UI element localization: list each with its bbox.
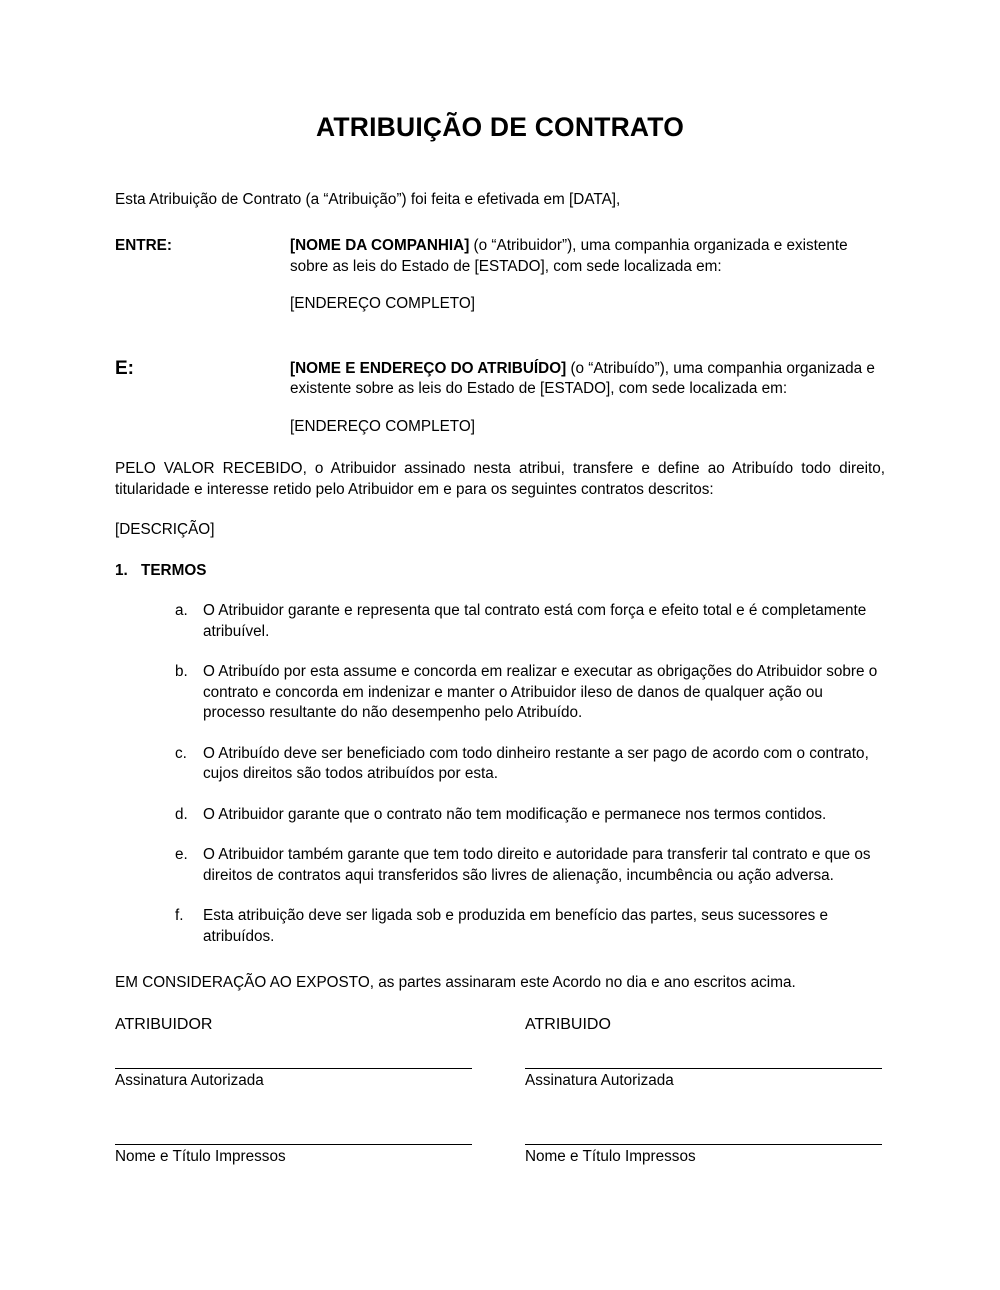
printed-name-caption-left: Nome e Título Impressos [115, 1148, 286, 1166]
party-row-assignee [115, 359, 885, 400]
party-description-assignee: (o “Atribuído”), uma companhia organizada e existente sobre as leis do Estado de [ESTADO], com sede localizada em: [290, 359, 875, 398]
printed-name-caption-right: Nome e Título Impressos [525, 1148, 696, 1166]
section-number: 1. [115, 561, 128, 579]
signature-line-row-1 [115, 1068, 885, 1092]
party-description-assignor: (o “Atribuidor”), uma companhia organizada e existente sobre as leis do Estado de [ESTADO], com sede localizada em: [290, 237, 848, 275]
section-title: TERMOS [141, 561, 207, 579]
list-item-text: O Atribuído deve ser beneficiado com todo dinheiro restante a ser pago de acordo com o contrato, cujos direitos são todos atribuídos por esta. [203, 744, 869, 783]
list-item [175, 805, 885, 826]
document-body [115, 0, 885, 1168]
party-body-assignor [290, 236, 885, 277]
signature-caption-left: Assinatura Autorizada [115, 1071, 264, 1089]
list-item [175, 906, 885, 947]
section-heading-termos [115, 561, 885, 582]
intro-paragraph: Esta Atribuição de Contrato (a “Atribuição”) foi feita e efetivada em [DATA], [115, 190, 621, 208]
signature-heading-left: ATRIBUIDOR [115, 1015, 213, 1033]
list-item-marker: b. [175, 663, 188, 681]
list-item-marker: a. [175, 602, 188, 620]
closing-paragraph: EM CONSIDERAÇÃO AO EXPOSTO, as partes assinaram este Acordo no dia e ano escritos acima. [115, 974, 796, 992]
list-item-text: O Atribuidor também garante que tem todo direito e autoridade para transferir tal contrato e que os direitos de contratos aqui transferidos são livres de alienação, incumbência ou ação adversa. [203, 846, 871, 884]
party-address-assignee: [ENDEREÇO COMPLETO] [290, 417, 476, 435]
signature-caption-right: Assinatura Autorizada [525, 1071, 674, 1089]
list-item-marker: e. [175, 846, 188, 864]
party-label-entre: ENTRE: [115, 237, 172, 255]
list-item-marker: c. [175, 744, 187, 762]
signature-headings-row [115, 1016, 885, 1034]
list-item [175, 662, 885, 724]
signature-heading-right: ATRIBUIDO [525, 1015, 611, 1033]
printed-name-field-right[interactable] [525, 1144, 882, 1168]
list-item-marker: f. [175, 907, 184, 925]
party-name-assignor: [NOME DA COMPANHIA] [290, 237, 470, 255]
printed-name-field-left[interactable] [115, 1144, 472, 1168]
list-item [175, 601, 885, 642]
party-row-assignor [115, 236, 885, 277]
list-item-text: O Atribuidor garante que o contrato não tem modificação e permanece nos termos contidos. [203, 805, 827, 823]
signature-line-row-2 [115, 1144, 885, 1168]
list-item-marker: d. [175, 805, 188, 823]
party-name-assignee: [NOME E ENDEREÇO DO ATRIBUÍDO] [290, 359, 567, 377]
page-title: ATRIBUIÇÃO DE CONTRATO [315, 112, 685, 142]
description-placeholder: [DESCRIÇÃO] [115, 521, 215, 539]
signature-field-right[interactable] [525, 1068, 882, 1092]
terms-list [115, 601, 885, 947]
party-body-assignee [290, 359, 885, 400]
party-label-e: E: [115, 357, 134, 379]
list-item-text: O Atribuído por esta assume e concorda em realizar e executar as obrigações do Atribuidor sobre o contrato e concorda em indenizar e manter o Atribuidor ileso de danos de qualquer ação ou processo resultante do não desempenho pelo Atribuído. [203, 663, 878, 722]
list-item-text: Esta atribuição deve ser ligada sob e produzida em benefício das partes, seus sucessores e atribuídos. [203, 907, 828, 945]
signature-field-left[interactable] [115, 1068, 472, 1092]
list-item [175, 845, 885, 886]
party-address-assignor: [ENDEREÇO COMPLETO] [290, 295, 476, 313]
list-item-text: O Atribuidor garante e representa que tal contrato está com força e efeito total e é completamente atribuível. [203, 602, 867, 640]
recital-paragraph: PELO VALOR RECEBIDO, o Atribuidor assinado nesta atribui, transfere e define ao Atribuído todo direito, titularidade e interesse retido pelo Atribuidor em e para os seguintes contratos descritos: [115, 460, 885, 498]
list-item [175, 744, 885, 785]
